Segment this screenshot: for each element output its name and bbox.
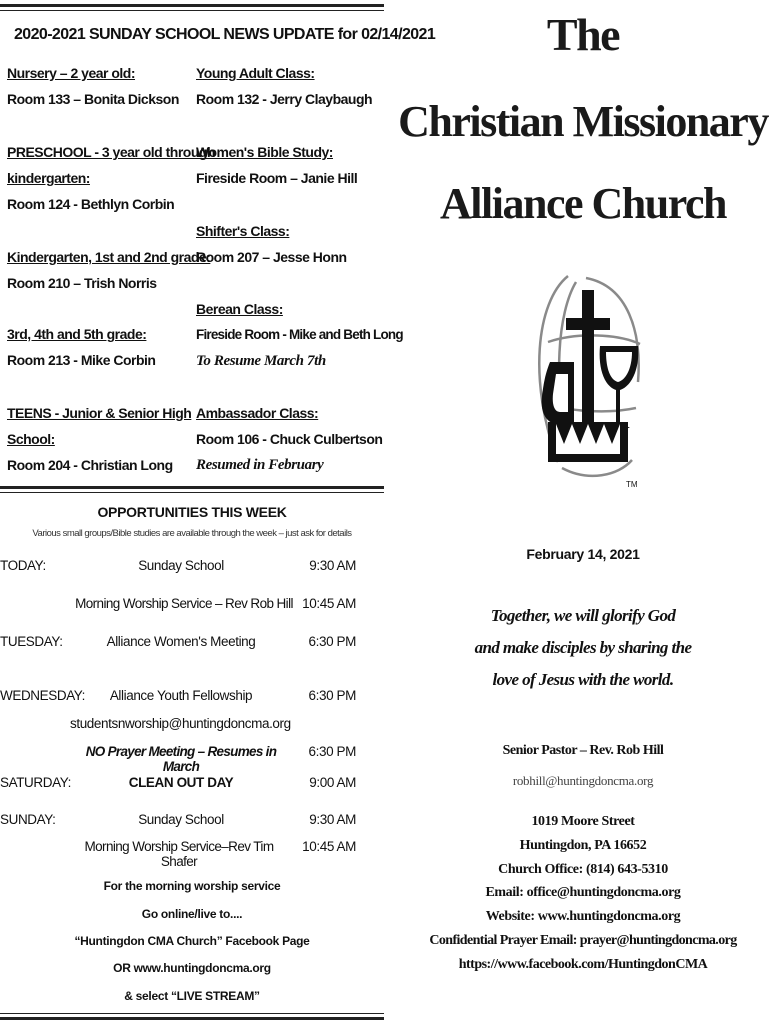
- event-row: [0, 716, 384, 738]
- livestream-line: For the morning worship service: [103, 879, 281, 893]
- event-time: 10:45 AM: [302, 839, 356, 854]
- event-name: Alliance Women's Meeting: [106, 634, 256, 649]
- event-name: CLEAN OUT DAY: [128, 775, 234, 790]
- event-time: 6:30 PM: [308, 634, 356, 649]
- church-city: Huntingdon, PA 16652: [519, 838, 647, 853]
- event-time: 10:45 AM: [302, 596, 356, 611]
- class-nursery: [7, 60, 179, 112]
- class-note: To Resume March 7th: [196, 353, 326, 369]
- event-time: 6:30 PM: [308, 688, 356, 703]
- motto-line: and make disciples by sharing the: [474, 638, 692, 657]
- church-phone: Church Office: (814) 643-5310: [498, 862, 668, 877]
- class-kindergarten: [7, 244, 210, 296]
- top-rule: [0, 4, 384, 7]
- bottom-rule: [0, 1017, 384, 1020]
- event-time: 9:30 AM: [309, 812, 356, 827]
- class-name: TEENS - Junior & Senior High: [7, 405, 192, 421]
- class-name: Women's Bible Study:: [196, 144, 333, 160]
- event-name: NO Prayer Meeting – Resumes in March: [85, 744, 277, 774]
- church-title-line: Christian Missionary: [398, 97, 768, 146]
- class-teens: [7, 400, 191, 478]
- class-name: Nursery – 2 year old:: [7, 65, 136, 81]
- class-preschool: [7, 139, 215, 217]
- opportunities-subtitle: Various small groups/Bible studies are available through the week – just ask for details: [32, 528, 352, 539]
- event-row: [0, 775, 384, 797]
- livestream-line: & select “LIVE STREAM”: [124, 989, 260, 1003]
- class-room: Room 106 - Chuck Culbertson: [196, 431, 383, 447]
- event-day: TUESDAY:: [0, 634, 63, 649]
- event-name: Sunday School: [138, 558, 224, 573]
- opportunities-title: OPPORTUNITIES THIS WEEK: [97, 504, 287, 520]
- class-name-cont: kindergarten:: [7, 170, 90, 186]
- class-womens-bible: [196, 139, 357, 191]
- motto-line: love of Jesus with the world.: [492, 670, 674, 689]
- facebook-link[interactable]: https://www.facebook.com/HuntingdonCMA: [458, 957, 708, 972]
- event-row: [0, 812, 384, 834]
- top-rule-thin: [0, 10, 384, 11]
- class-room: Room 133 – Bonita Dickson: [7, 91, 179, 107]
- event-name: Morning Worship Service – Rev Rob Hill: [75, 596, 293, 611]
- event-name: Sunday School: [138, 812, 224, 827]
- class-room: Room 213 - Mike Corbin: [7, 352, 156, 368]
- class-name: Ambassador Class:: [196, 405, 319, 421]
- bottom-rule-thin: [0, 1013, 384, 1014]
- news-header: 2020-2021 SUNDAY SCHOOL NEWS UPDATE for 02/14/2021: [14, 26, 436, 43]
- class-room: Room 207 – Jesse Honn: [196, 249, 347, 265]
- mid-rule-thin: [0, 492, 384, 493]
- class-name: PRESCHOOL - 3 year old through: [7, 144, 215, 160]
- church-title-line: The: [546, 9, 620, 60]
- class-shifters: [196, 218, 347, 270]
- prayer-email-link[interactable]: Confidential Prayer Email: prayer@huntingdoncma.org: [429, 933, 737, 948]
- class-ambassador: [196, 400, 382, 478]
- logo-trademark: TM: [626, 480, 638, 489]
- class-name: Kindergarten, 1st and 2nd grade:: [7, 249, 211, 265]
- senior-pastor: Senior Pastor – Rev. Rob Hill: [502, 743, 664, 758]
- event-time: 9:00 AM: [309, 775, 356, 790]
- class-note: Resumed in February: [196, 457, 324, 473]
- class-name: Berean Class:: [196, 301, 283, 317]
- mid-rule: [0, 486, 384, 489]
- class-young-adult: [196, 60, 372, 112]
- church-website-link[interactable]: Website: www.huntingdoncma.org: [485, 909, 681, 924]
- class-room: Room 132 - Jerry Claybaugh: [196, 91, 373, 107]
- class-room: Room 204 - Christian Long: [7, 457, 173, 473]
- event-row: [0, 744, 384, 774]
- church-email-link[interactable]: Email: office@huntingdoncma.org: [485, 885, 681, 900]
- event-email-link[interactable]: studentsnworship@huntingdoncma.org: [70, 716, 291, 731]
- church-title-line: Alliance Church: [440, 179, 726, 228]
- bulletin-date: February 14, 2021: [526, 546, 640, 562]
- event-row: [0, 558, 384, 580]
- class-grade-3-5: [7, 321, 155, 373]
- event-row: [0, 634, 384, 656]
- class-room: Fireside Room – Janie Hill: [196, 170, 358, 186]
- event-time: 6:30 PM: [308, 744, 356, 759]
- event-time: 9:30 AM: [309, 558, 356, 573]
- class-name-cont: School:: [7, 431, 55, 447]
- event-row: [0, 596, 384, 618]
- event-row: [0, 688, 384, 710]
- class-name: Young Adult Class:: [196, 65, 315, 81]
- cma-logo-icon: [528, 272, 648, 494]
- church-address: 1019 Moore Street: [531, 814, 635, 829]
- class-berean: [196, 296, 403, 374]
- event-day: WEDNESDAY:: [0, 688, 86, 703]
- event-day: SATURDAY:: [0, 775, 71, 790]
- livestream-link[interactable]: OR www.huntingdoncma.org: [113, 961, 271, 975]
- class-name: 3rd, 4th and 5th grade:: [7, 326, 147, 342]
- event-name: Alliance Youth Fellowship: [109, 688, 253, 703]
- event-name: Morning Worship Service–Rev Tim Shafer: [84, 839, 274, 869]
- livestream-line: “Huntingdon CMA Church” Facebook Page: [74, 934, 310, 948]
- class-room: Fireside Room - Mike and Beth Long: [196, 327, 403, 342]
- event-day: SUNDAY:: [0, 812, 56, 827]
- motto-line: Together, we will glorify God: [490, 606, 676, 625]
- pastor-email-link[interactable]: robhill@huntingdoncma.org: [512, 773, 654, 788]
- event-row: [0, 839, 384, 869]
- livestream-line: Go online/live to....: [141, 907, 243, 921]
- class-room: Room 210 – Trish Norris: [7, 275, 157, 291]
- class-name: Shifter's Class:: [196, 223, 290, 239]
- class-room: Room 124 - Bethlyn Corbin: [7, 196, 175, 212]
- event-day: TODAY:: [0, 558, 46, 573]
